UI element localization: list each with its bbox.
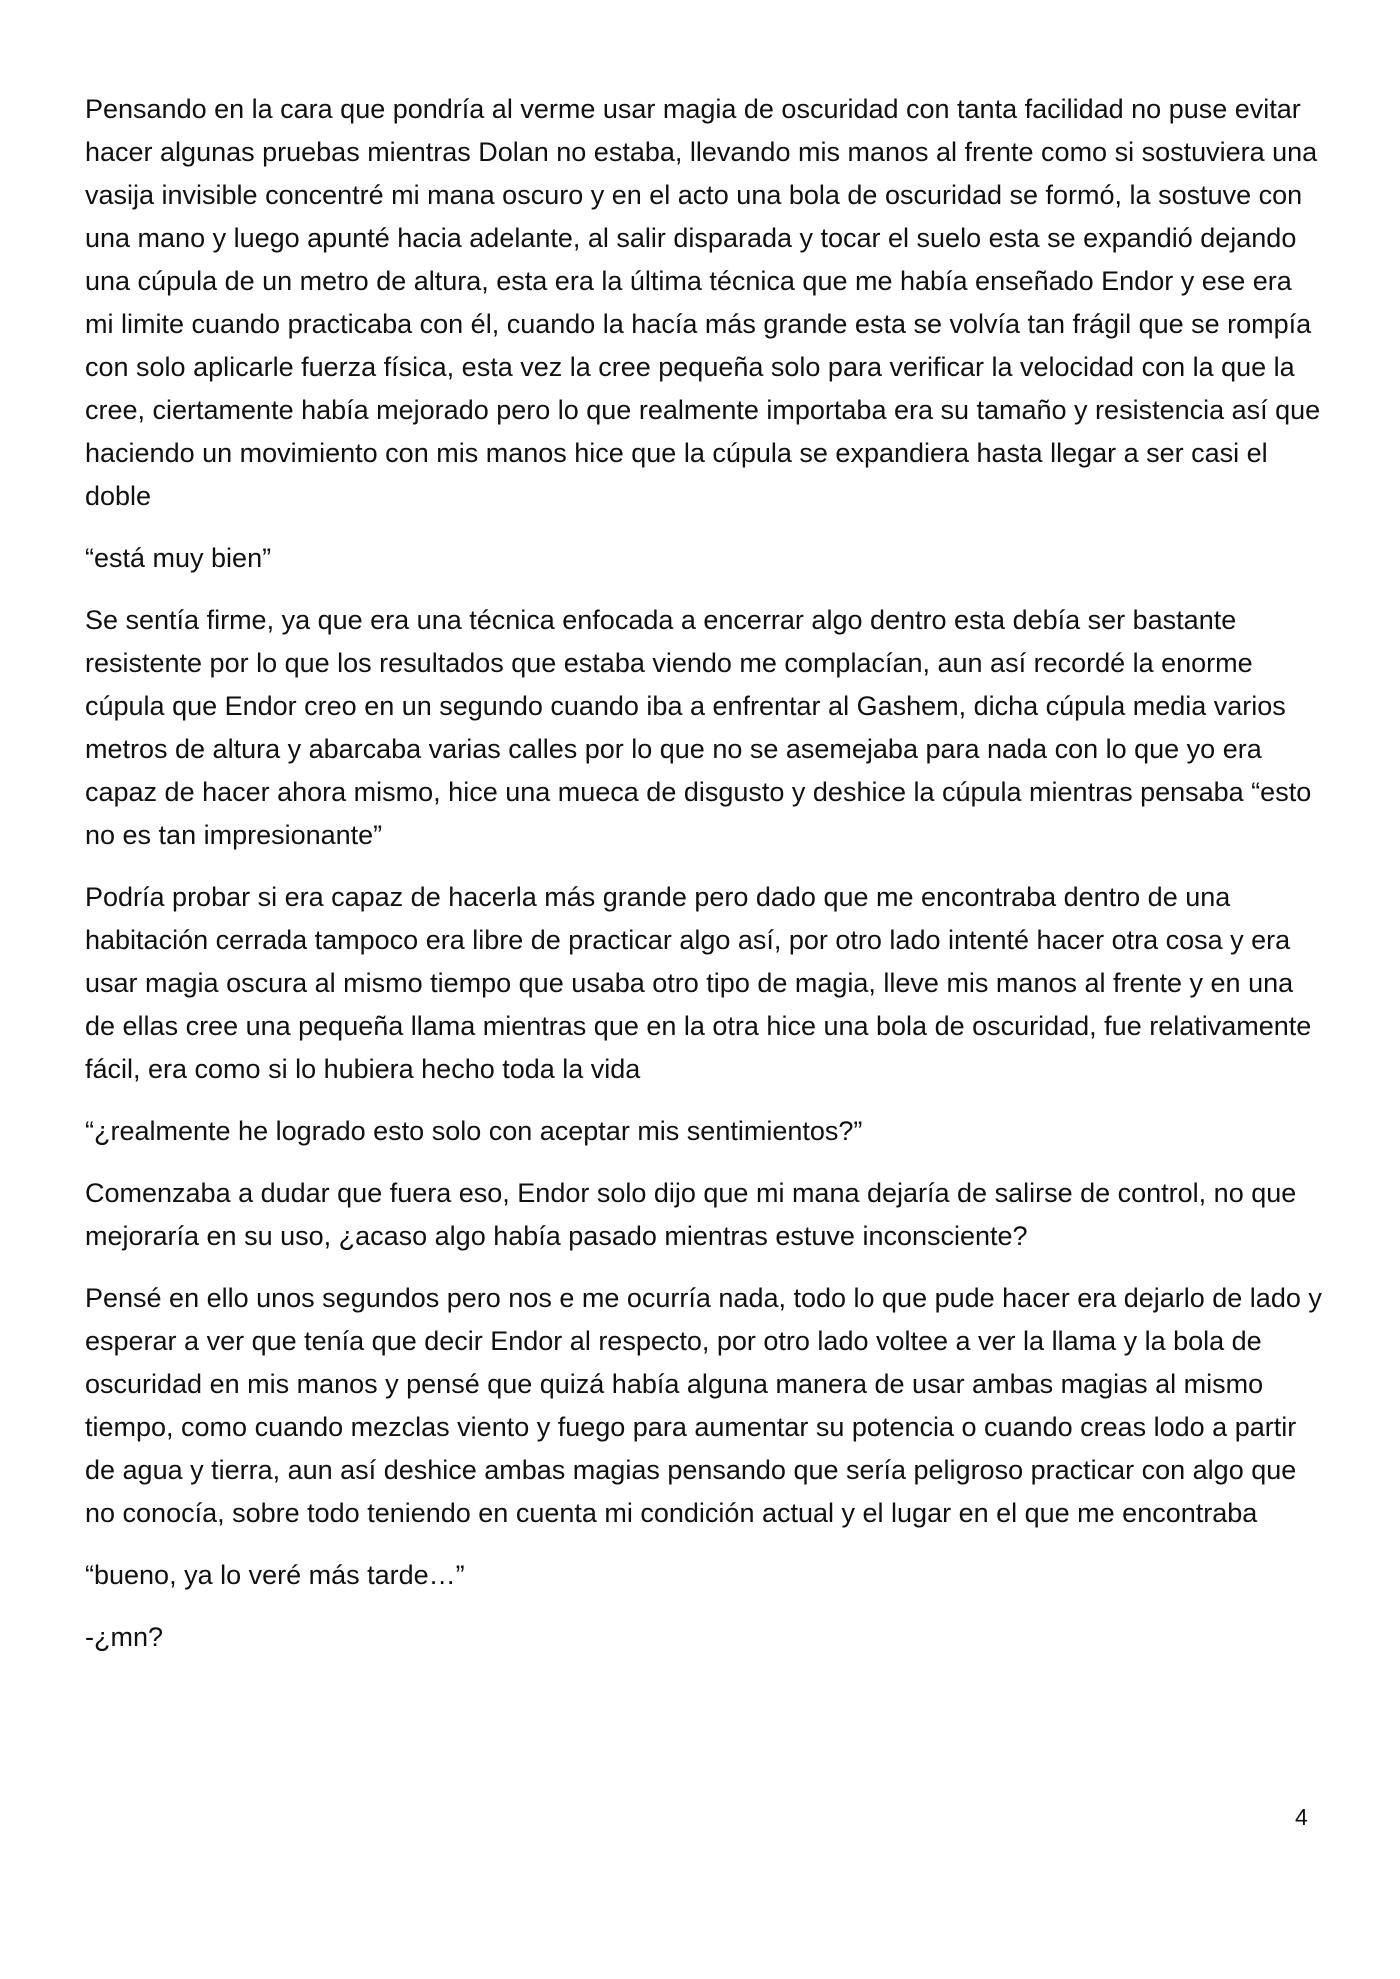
body-text <box>85 88 1325 1678</box>
paragraph: Podría probar si era capaz de hacerla más grande pero dado que me encontraba dentro de una habitación cerrada tampoco era libre de practicar algo así, por otro lado intenté hacer otra cosa y era usar magia oscura al mismo tiempo que usaba otro tipo de magia, lleve mis manos al frente y en una de ellas cree una pequeña llama mientras que en la otra hice una bola de oscuridad, fue relativamente fácil, era como si lo hubiera hecho toda la vida <box>85 882 1312 1084</box>
paragraph: “está muy bien” <box>85 543 272 573</box>
paragraph: “¿realmente he logrado esto solo con aceptar mis sentimientos?” <box>85 1116 863 1146</box>
paragraph: Se sentía firme, ya que era una técnica enfocada a encerrar algo dentro esta debía ser bastante resistente por lo que los resultados que estaba viendo me complacían, aun así recordé la enorme cúpula que Endor creo en un segundo cuando iba a enfrentar al Gashem, dicha cúpula media varios metros de altura y abarcaba varias calles por lo que no se asemejaba para nada con lo que yo era capaz de hacer ahora mismo, hice una mueca de disgusto y deshice la cúpula mientras pensaba “esto no es tan impresionante” <box>85 605 1312 850</box>
paragraph: -¿mn? <box>85 1622 164 1652</box>
paragraph: Pensando en la cara que pondría al verme usar magia de oscuridad con tanta facilidad no puse evitar hacer algunas pruebas mientras Dolan no estaba, llevando mis manos al frente como si sostuviera una vasija invisible concentré mi mana oscuro y en el acto una bola de oscuridad se formó, la sostuve con una mano y luego apunté hacia adelante, al salir disparada y tocar el suelo esta se expandió dejando una cúpula de un metro de altura, esta era la última técnica que me había enseñado Endor y ese era mi limite cuando practicaba con él, cuando la hacía más grande esta se volvía tan frágil que se rompía con solo aplicarle fuerza física, esta vez la cree pequeña solo para verificar la velocidad con la que la cree, ciertamente había mejorado pero lo que realmente importaba era su tamaño y resistencia así que haciendo un movimiento con mis manos hice que la cúpula se expandiera hasta llegar a ser casi el doble <box>85 94 1321 511</box>
paragraph: “bueno, ya lo veré más tarde…” <box>85 1560 465 1590</box>
paragraph: Pensé en ello unos segundos pero nos e me ocurría nada, todo lo que pude hacer era dejarlo de lado y esperar a ver que tenía que decir Endor al respecto, por otro lado voltee a ver la llama y la bola de oscuridad en mis manos y pensé que quizá había alguna manera de usar ambas magias al mismo tiempo, como cuando mezclas viento y fuego para aumentar su potencia o cuando creas lodo a partir de agua y tierra, aun así deshice ambas magias pensando que sería peligroso practicar con algo que no conocía, sobre todo teniendo en cuenta mi condición actual y el lugar en el que me encontraba <box>85 1283 1322 1528</box>
paragraph: Comenzaba a dudar que fuera eso, Endor solo dijo que mi mana dejaría de salirse de control, no que mejoraría en su uso, ¿acaso algo había pasado mientras estuve inconsciente? <box>85 1178 1297 1251</box>
page-number: 4 <box>1295 1804 1308 1830</box>
